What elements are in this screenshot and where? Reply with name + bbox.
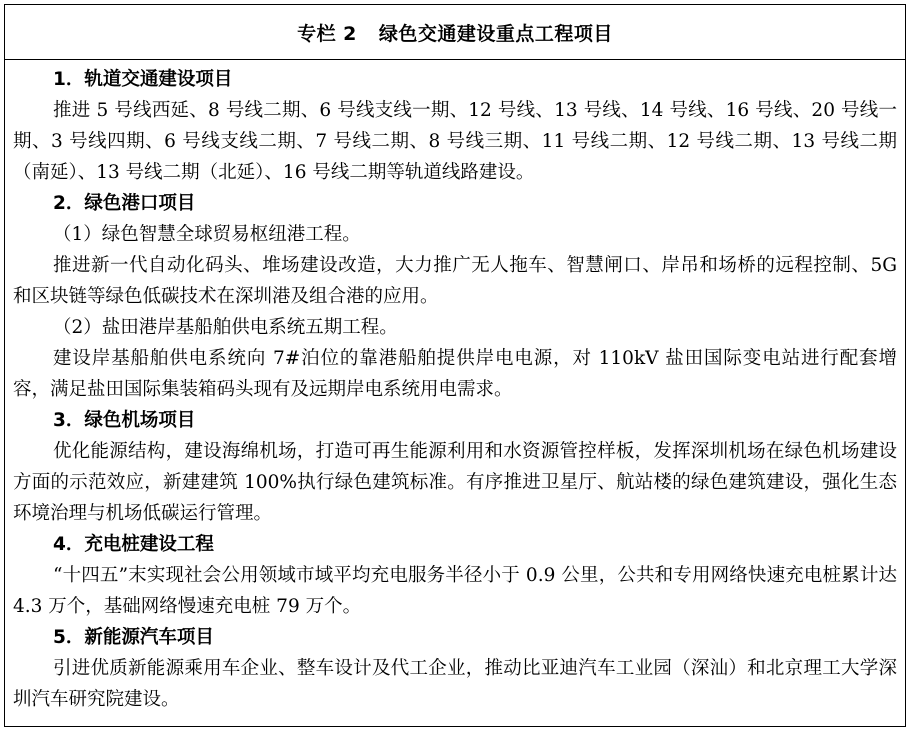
- section-paragraph-shore-power: 建设岸基船舶供电系统向 7#泊位的靠港船舶提供岸电电源，对 110kV 盐田国际变电站进行配套增容，满足盐田国际集装箱码头现有及远期岸电系统用电需求。: [13, 348, 897, 400]
- section-paragraph-rail: 推进 5 号线西延、8 号线二期、6 号线支线一期、12 号线、13 号线、14 号线、16 号线、20 号线一期、3 号线四期、6 号线支线二期、7 号线二期、8 号线三期、11 号线二期、12 号线二期、13 号线二期（南延）、13 号线二期（北延）、16 号线二期等轨道线路建设。: [13, 100, 897, 183]
- section-paragraph-airport: 优化能源结构，建设海绵机场，打造可再生能源利用和水资源管控样板，发挥深圳机场在绿色机场建设方面的示范效应，新建建筑 100%执行绿色建筑标准。有序推进卫星厅、航站楼的绿色建筑建设，强化生态环境治理与机场低碳运行管理。: [13, 441, 897, 524]
- box-title: 绿色交通建设重点工程项目: [378, 22, 613, 45]
- section-paragraph-trade-hub: 推进新一代自动化码头、堆场建设改造，大力推广无人拖车、智慧闸口、岸吊和场桥的远程控制、5G 和区块链等绿色低碳技术在深圳港及组合港的应用。: [13, 255, 897, 307]
- feature-box: [4, 4, 906, 727]
- subheading-trade-hub: （1）绿色智慧全球贸易枢纽港工程。: [53, 224, 361, 245]
- box-label: 专栏 2: [297, 22, 357, 45]
- section-heading-rail: 1．轨道交通建设项目: [53, 69, 233, 90]
- section-heading-port: 2．绿色港口项目: [53, 193, 196, 214]
- section-heading-nev: 5．新能源汽车项目: [53, 627, 214, 648]
- section-heading-airport: 3．绿色机场项目: [53, 410, 196, 431]
- box-body: [5, 60, 905, 715]
- subheading-shore-power: （2）盐田港岸基船舶供电系统五期工程。: [53, 317, 398, 338]
- section-paragraph-nev: 引进优质新能源乘用车企业、整车设计及代工企业，推动比亚迪汽车工业园（深汕）和北京理工大学深圳汽车研究院建设。: [13, 658, 897, 710]
- section-heading-charging: 4．充电桩建设工程: [53, 534, 214, 555]
- box-header: [5, 5, 905, 60]
- section-paragraph-charging: “十四五”末实现社会公用领域市域平均充电服务半径小于 0.9 公里，公共和专用网络快速充电桩累计达 4.3 万个，基础网络慢速充电桩 79 万个。: [13, 565, 897, 617]
